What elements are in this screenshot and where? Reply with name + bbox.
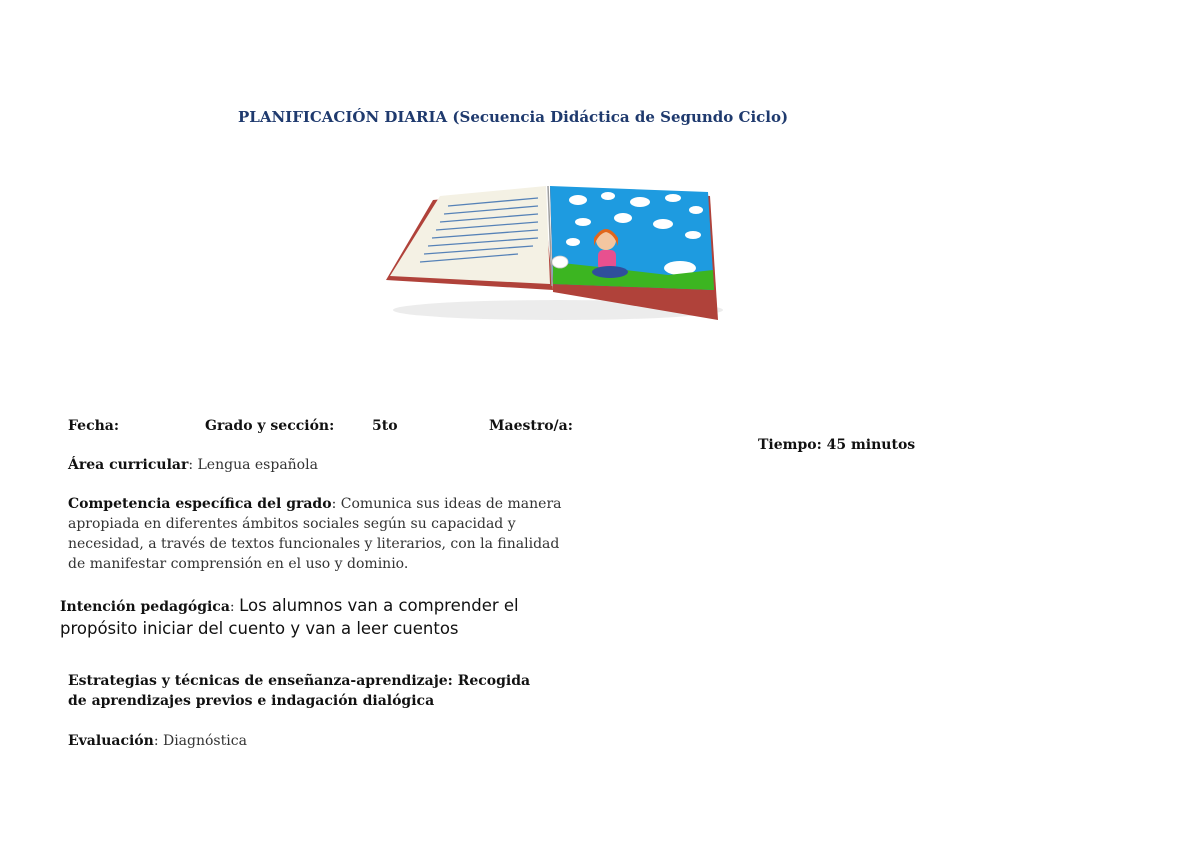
maestro-label: Maestro/a: xyxy=(489,418,573,434)
open-book-illustration xyxy=(378,180,723,325)
grado-value: 5to xyxy=(372,418,398,434)
intencion-pedagogica xyxy=(60,595,530,641)
evaluacion xyxy=(68,731,468,751)
estrategias xyxy=(68,671,538,711)
competencia-label: Competencia específica del grado xyxy=(68,496,332,512)
fecha-label: Fecha: xyxy=(68,418,120,434)
area-curricular xyxy=(68,455,588,475)
intencion-value: Los alumnos van a comprender el propósito iniciar del cuento y van a leer cuentos xyxy=(60,596,519,638)
area-value: : Lengua española xyxy=(188,457,318,473)
intencion-label: Intención pedagógica xyxy=(60,599,230,615)
competencia xyxy=(68,494,580,574)
evaluacion-value: : Diagnóstica xyxy=(153,733,247,749)
area-label: Área curricular xyxy=(68,457,189,473)
competencia-value: : Comunica sus ideas de manera apropiada en diferentes ámbitos sociales según su capacidad y necesidad, a través de textos funcionales y literarios, con la finalidad de manifestar comprensión en el uso y dominio. xyxy=(68,496,562,572)
evaluacion-label: Evaluación xyxy=(68,733,154,749)
tiempo-label: Tiempo: 45 minutos xyxy=(758,437,916,453)
intencion-sep: : xyxy=(229,599,240,615)
grado-label: Grado y sección: xyxy=(205,418,335,434)
estrategias-text: Estrategias y técnicas de enseñanza-aprendizaje: Recogida de aprendizajes previos e indagación dialógica xyxy=(68,673,531,709)
page-title: PLANIFICACIÓN DIARIA (Secuencia Didáctica de Segundo Ciclo) xyxy=(238,108,789,126)
